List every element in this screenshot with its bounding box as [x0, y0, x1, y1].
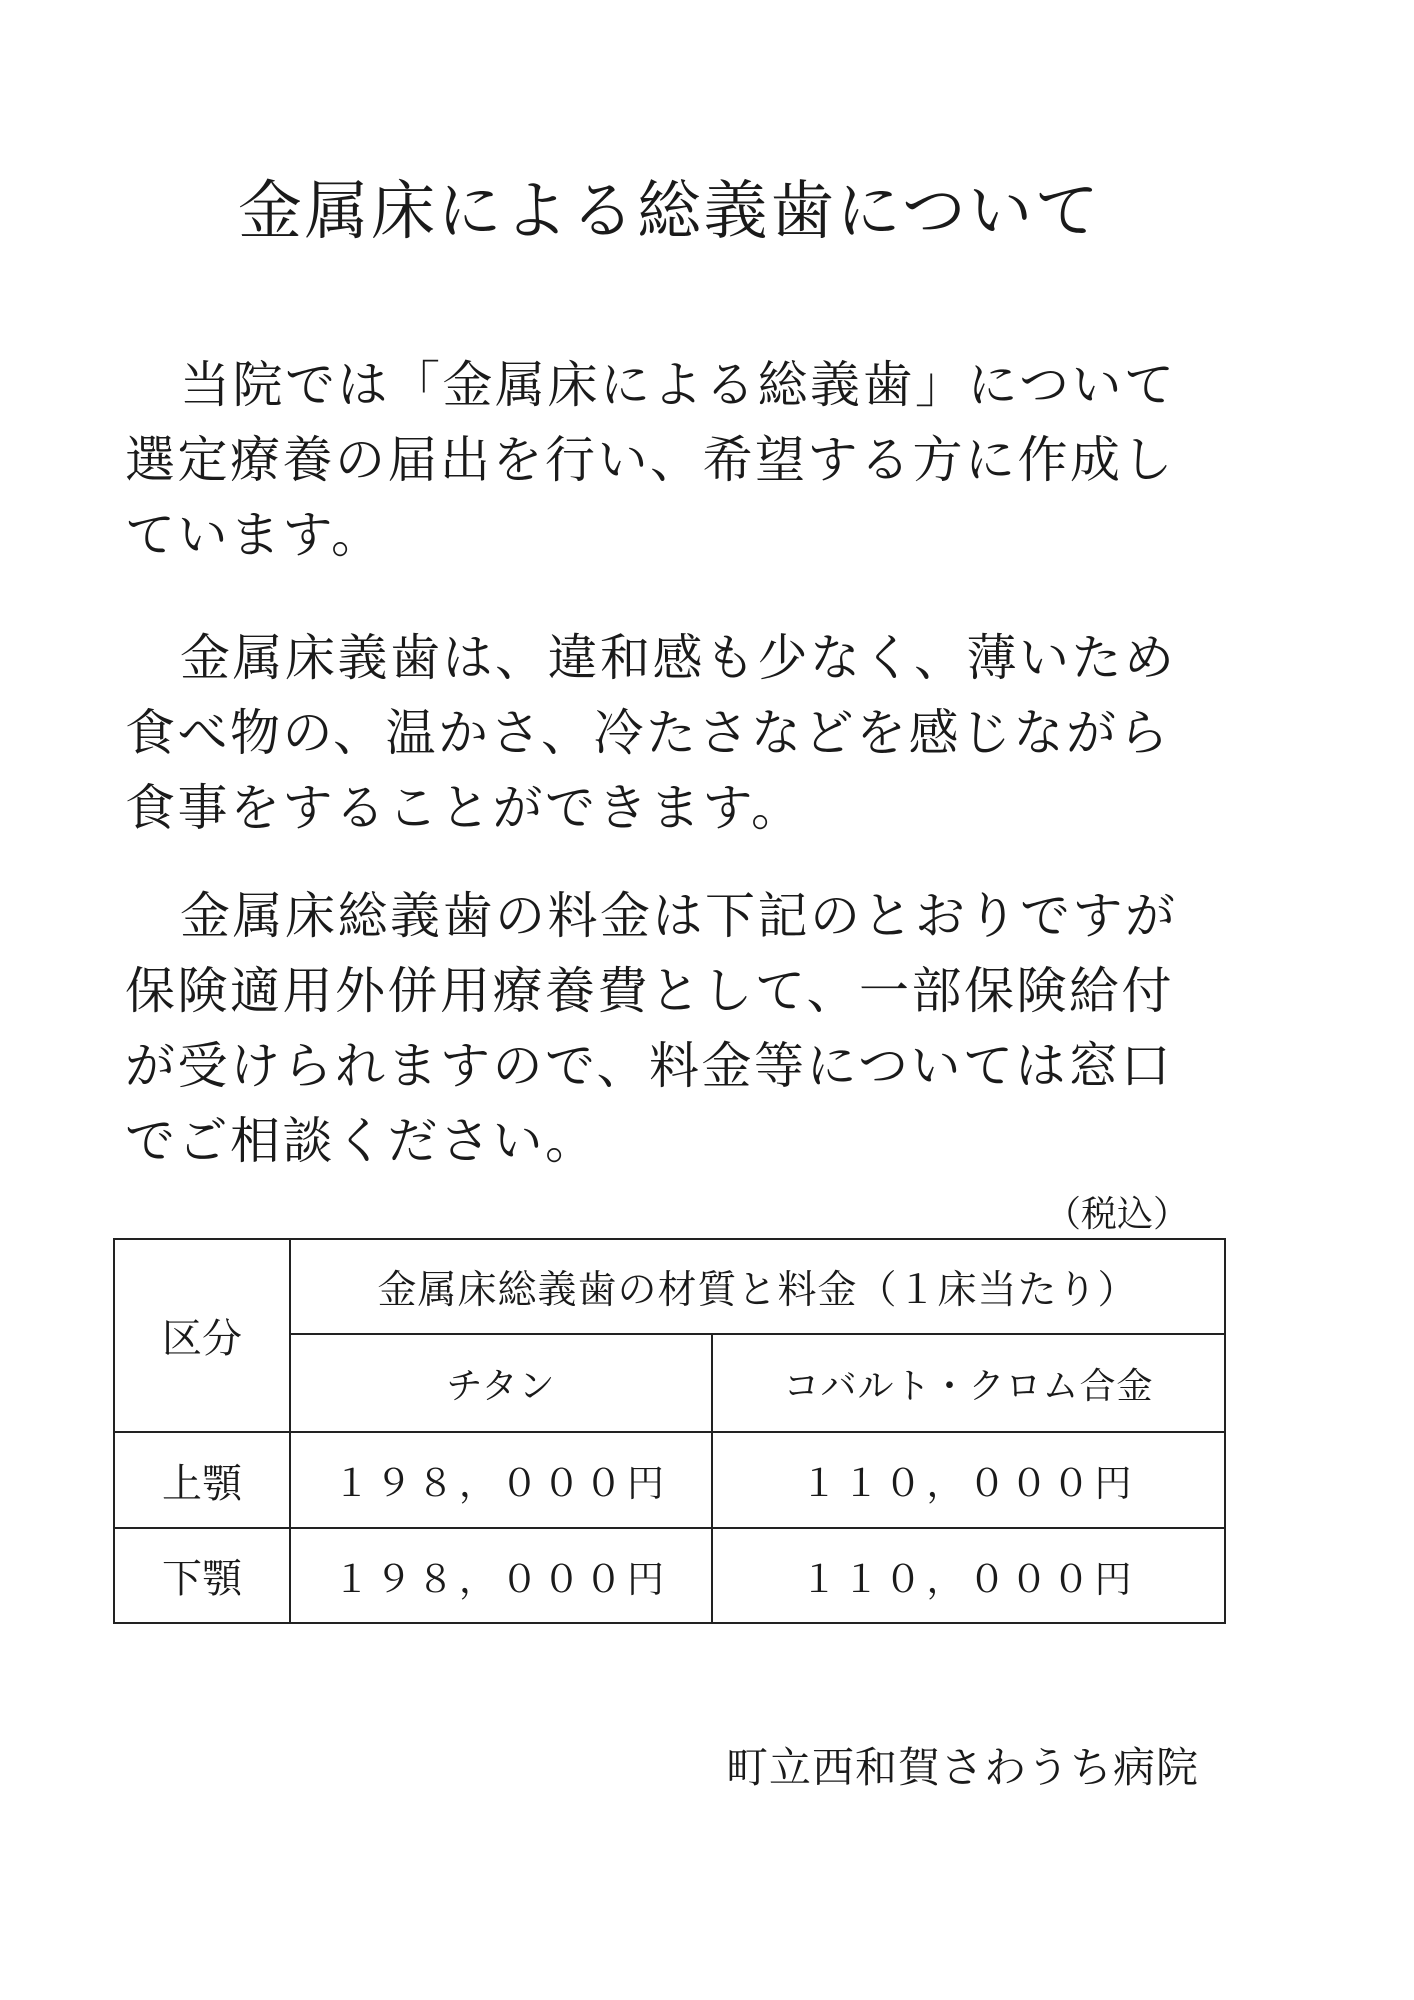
paragraph-line: 金属床義歯は、違和感も少なく、薄いため: [180, 629, 1177, 687]
paragraph-line: 食べ物の、温かさ、冷たさなどを感じながら: [125, 704, 1171, 762]
paragraph-line: でご相談ください。: [125, 1112, 598, 1170]
table-row: [114, 1528, 1225, 1623]
table-row: [114, 1432, 1225, 1528]
column-header-titanium: チタン: [290, 1334, 712, 1432]
paragraph-line: 金属床総義歯の料金は下記のとおりですが: [180, 887, 1178, 945]
row-label-lower-jaw: 下顎: [114, 1528, 290, 1623]
price-cell: １９８，０００円: [290, 1432, 712, 1528]
table-header-row: [114, 1239, 1225, 1334]
price-cell: １９８，０００円: [290, 1528, 712, 1623]
paragraph-line: 当院では「金属床による総義歯」について: [180, 356, 1177, 414]
paragraph-selective-treatment: [125, 348, 1245, 573]
paragraph-line: 保険適用外併用療養費として、一部保険給付: [125, 962, 1174, 1020]
column-header-cobalt-chrome: コバルト・クロム合金: [712, 1334, 1225, 1432]
category-header: 区分: [114, 1239, 290, 1432]
paragraph-line: ています。: [125, 506, 384, 564]
tax-included-note: （税込）: [1044, 1194, 1189, 1235]
paragraph-benefits: [125, 621, 1245, 846]
row-label-upper-jaw: 上顎: [114, 1432, 290, 1528]
document-title: 金属床による総義歯について: [238, 175, 1102, 249]
fee-table: [113, 1238, 1226, 1624]
paragraph-fees: [125, 879, 1245, 1179]
price-cell: １１０，０００円: [712, 1432, 1225, 1528]
paragraph-line: 食事をすることができます。: [125, 779, 804, 837]
hospital-name: 町立西和賀さわうち病院: [726, 1743, 1200, 1792]
paragraph-line: 選定療養の届出を行い、希望する方に作成し: [125, 431, 1175, 489]
material-fee-header: 金属床総義歯の材質と料金（１床当たり）: [290, 1239, 1225, 1334]
price-cell: １１０，０００円: [712, 1528, 1225, 1623]
paragraph-line: が受けられますので、料金等については窓口: [125, 1037, 1173, 1095]
